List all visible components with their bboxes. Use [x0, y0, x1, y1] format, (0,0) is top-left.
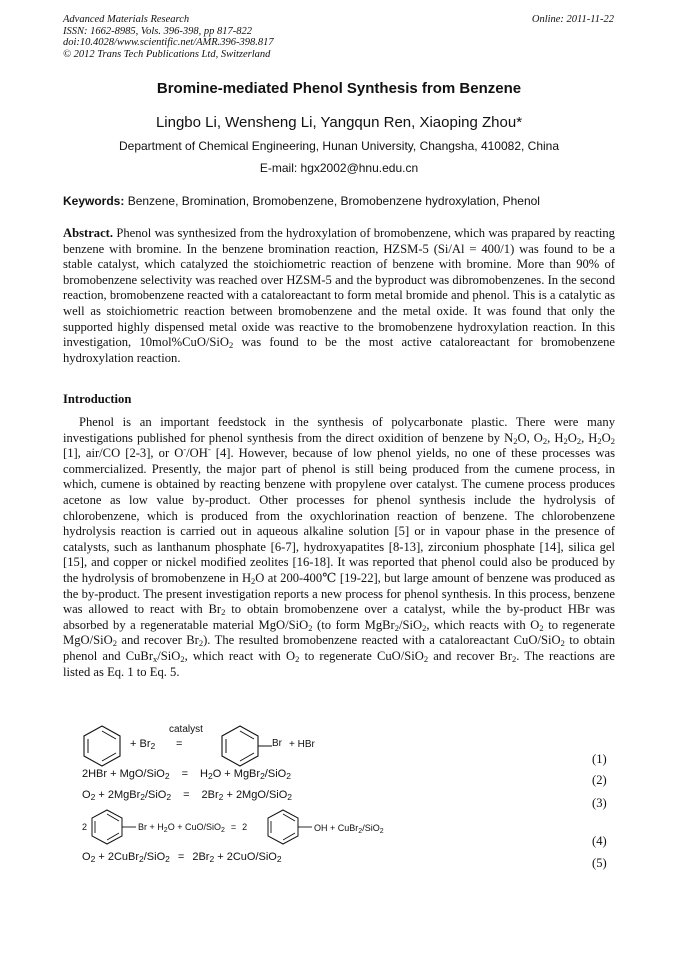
doi-line[interactable]: doi:10.4028/www.scientific.net/AMR.396-398.817 [63, 37, 274, 49]
eq-text: Br [138, 822, 147, 832]
subscript: 2 [90, 854, 96, 864]
intro-text: and recover Br [428, 648, 513, 663]
eq4-left [138, 822, 247, 832]
intro-text: , which reacts with O [426, 617, 540, 632]
subscript: 2 [512, 653, 517, 664]
subscript: 2 [576, 435, 582, 446]
eq-text: O [82, 851, 91, 863]
eq-text: 2 [242, 822, 248, 832]
eq-text: + 2CuO/SiO [214, 851, 277, 863]
subscript: 2 [563, 435, 568, 446]
copyright-line: © 2012 Trans Tech Publications Ltd, Switzerland [63, 48, 271, 60]
intro-text: and recover Br [116, 633, 199, 648]
abstract-label: Abstract. [63, 226, 114, 240]
section-heading-introduction: Introduction [63, 392, 132, 406]
eq-text: /SiO [264, 768, 287, 780]
contact-email[interactable]: E-mail: hgx2002@hnu.edu.cn [259, 161, 419, 175]
eq-text: OH [314, 823, 328, 833]
eq-equals: = [177, 851, 185, 863]
intro-text: to obtain phenol and CuBr [63, 633, 615, 663]
subscript: 2 [610, 435, 615, 446]
subscript: 2 [358, 828, 363, 835]
intro-text: to obtain bromobenzene over a catalyst, while the by-product HBr was absorbed by a regeneratable material MgO/SiO [63, 602, 615, 632]
eq-text: H [200, 768, 208, 780]
superscript: - [183, 444, 187, 454]
eq1-equals: = [176, 738, 183, 750]
intro-text: to regenerate CuO/SiO [299, 648, 424, 663]
benzene-ring-icon [82, 724, 122, 768]
intro-text: (to form MgBr [312, 617, 395, 632]
eq3 [82, 789, 292, 801]
bromobenzene-ring-icon [90, 808, 142, 846]
abstract-text: Phenol was synthesized from the hydroxylation of bromobenzene, which was prapared by reacting benzene with bromine. In the benzene bromination reaction, HZSM-5 (Si/Al = 400/1) was found to be a stable catalyst, which catalyzed the stoichiometric reaction of benzene with bromine. More than 90% of bromobenzene selectivity was reached over HZSM-5 and the byproduct was dibromobenzenes. In the second reaction, bromobenzene reacted with a cataloreactant to form metal bromide and phenol. This is a catalytic as well as stoichiometric reaction between bromobenzene and the metal oxide. It was found that only the supported highly dispensed metal oxide was reactive to the bromobenzene hydroxylation reaction. In this investigation, 10mol%CuO/SiO [63, 226, 615, 350]
intro-text: [1], air/CO [2-3], or O [63, 446, 184, 461]
eq4-number: (4) [592, 834, 607, 848]
subscript: 2 [295, 653, 300, 664]
subscript: 2 [165, 854, 170, 864]
superscript: - [207, 444, 211, 454]
eq5-number: (5) [592, 856, 607, 870]
subscript: 2 [139, 854, 144, 864]
subscript: 2 [221, 607, 226, 618]
eq1-plus-hbr: + HBr [289, 739, 315, 750]
abstract-text-end: was found to be the most active cataloreactant for bromobenzene hydroxylation reaction. [63, 335, 615, 365]
subscript: 2 [260, 771, 265, 781]
eq2-number: (2) [592, 773, 607, 787]
subscript: 2 [198, 638, 204, 649]
subscript: 2 [164, 771, 170, 781]
paper-title: Bromine-mediated Phenol Synthesis from Benzene [156, 80, 522, 97]
intro-text: O, O [517, 430, 543, 445]
subscript: x [153, 653, 158, 664]
journal-header [63, 14, 274, 60]
subscript: 2 [140, 792, 145, 802]
subscript: 2 [220, 827, 225, 834]
subscript: 2 [112, 638, 117, 649]
eq-text: + 2MgO/SiO [223, 789, 288, 801]
subscript: 2 [163, 827, 168, 834]
subscript: 2 [286, 771, 291, 781]
intro-text: , H [581, 430, 598, 445]
subscript: 2 [379, 828, 384, 835]
eq-text: + CuBr [330, 823, 359, 833]
subscript: 2 [209, 854, 215, 864]
author-list: Lingbo Li, Wensheng Li, Yangqun Ren, Xiaoping Zhou* [155, 114, 523, 131]
eq3-number: (3) [592, 796, 607, 810]
journal-name: Advanced Materials Research [63, 14, 190, 25]
eq5 [82, 851, 282, 863]
issn-line: ISSN: 1662-8985, Vols. 396-398, pp 817-822 [63, 25, 252, 37]
eq-text: 2HBr + MgO/SiO [82, 768, 165, 780]
subscript: 2 [422, 622, 427, 633]
eq-text: /SiO [143, 851, 166, 863]
intro-text: /SiO [398, 617, 423, 632]
eq-text: + 2MgBr [95, 789, 141, 801]
online-date: Online: 2011-11-22 [531, 14, 614, 25]
eq4-right [314, 823, 384, 833]
intro-text: , H [547, 430, 564, 445]
subscript: 2 [394, 622, 399, 633]
eq-text: O [82, 789, 91, 801]
eq-equals: = [181, 768, 188, 780]
eq2 [82, 768, 291, 780]
phenol-ring-icon [266, 808, 318, 846]
subscript: 2 [150, 741, 156, 751]
eq-text: + Br [130, 738, 151, 750]
eq-text: 2Br [201, 789, 219, 801]
subscript: 2 [90, 792, 96, 802]
subscript: 2 [276, 854, 282, 864]
eq-text: O + CuO/SiO [167, 822, 221, 832]
subscript: 2 [229, 340, 234, 351]
intro-text: ). The resulted bromobenzene reacted with a cataloreactant CuO/SiO [203, 633, 561, 648]
intro-text: , which react with O [184, 648, 296, 663]
keywords [63, 194, 615, 208]
eq1-br-substituent: Br [272, 738, 282, 749]
subscript: 2 [539, 622, 544, 633]
eq-equals: = [183, 789, 190, 801]
intro-text: to regenerate MgO/SiO [63, 617, 615, 648]
intro-text: [4]. However, because of low phenol yields, no one of these processes was commercialized. Presently, the major part of phenol is still being produced from the cumene process, in which, cumene is obtained by reacting benzene with propylene over catalyst. The cumene process produces acetone as low value by-product. Other processes for phenol synthesis include the hydrolysis of chlorobenzene, which is produced from the oxychlorination reaction of benzene. The chlorobenzene hydrolysis reaction is carried out in aqueous alkaline solution [5] or in vapour phase in the presence of catalysts, such as lanthanum phosphate [6-7], hydroxyapatites [8-13], zirconium phosphate [14], silica gel [15], and copper or nickel modified zeolites [16-18]. It was reported that phenol could also be produced by the hydrolysis of bromobenzene in H [63, 446, 615, 585]
eq-text: /SiO [144, 789, 167, 801]
eq1-plus-br2 [130, 738, 155, 750]
eq-text: 2Br [192, 851, 210, 863]
intro-text: O [567, 430, 577, 445]
intro-text: Phenol is an important feedstock in the synthesis of polycarbonate plastic. There were many investigations published for phenol synthesis from the direct oxidition of benzene by N [63, 415, 615, 445]
eq-text: + 2CuBr [95, 851, 140, 863]
subscript: 2 [251, 575, 256, 586]
subscript: 2 [166, 792, 172, 802]
intro-text: /OH [186, 446, 208, 461]
subscript: 2 [207, 771, 213, 781]
subscript: 2 [560, 638, 565, 649]
subscript: 2 [180, 653, 185, 664]
subscript: 2 [513, 435, 518, 446]
eq1-catalyst-label: catalyst [169, 724, 203, 735]
eq-text: /SiO [362, 823, 380, 833]
eq4-coefficient: 2 [82, 822, 88, 832]
subscript: 2 [218, 792, 224, 802]
intro-text: /SiO [157, 648, 181, 663]
subscript: 2 [423, 653, 429, 664]
eq-text: + H [149, 822, 164, 832]
subscript: 2 [308, 622, 313, 633]
intro-text: . The reactions are listed as Eq. 1 to Eq. 5. [63, 648, 615, 679]
introduction-paragraph [63, 415, 615, 680]
eq1-number: (1) [592, 752, 607, 766]
subscript: 2 [542, 435, 548, 446]
eq-text: O + MgBr [212, 768, 261, 780]
keywords-label: Keywords: [63, 194, 125, 208]
abstract [63, 226, 615, 366]
subscript: 2 [597, 435, 602, 446]
affiliation: Department of Chemical Engineering, Hunan University, Changsha, 410082, China [118, 139, 560, 153]
intro-text: O [601, 430, 611, 445]
eq-equals: = [230, 822, 237, 832]
intro-text: O at 200-400℃ [19-22], but large amount of benzene was produced as the by-product. The present investigation reports a new process for phenol synthesis. In this process, benzene was allowed to react with Br [63, 570, 615, 617]
keywords-text: Benzene, Bromination, Bromobenzene, Bromobenzene hydroxylation, Phenol [127, 194, 540, 208]
subscript: 2 [287, 792, 293, 802]
